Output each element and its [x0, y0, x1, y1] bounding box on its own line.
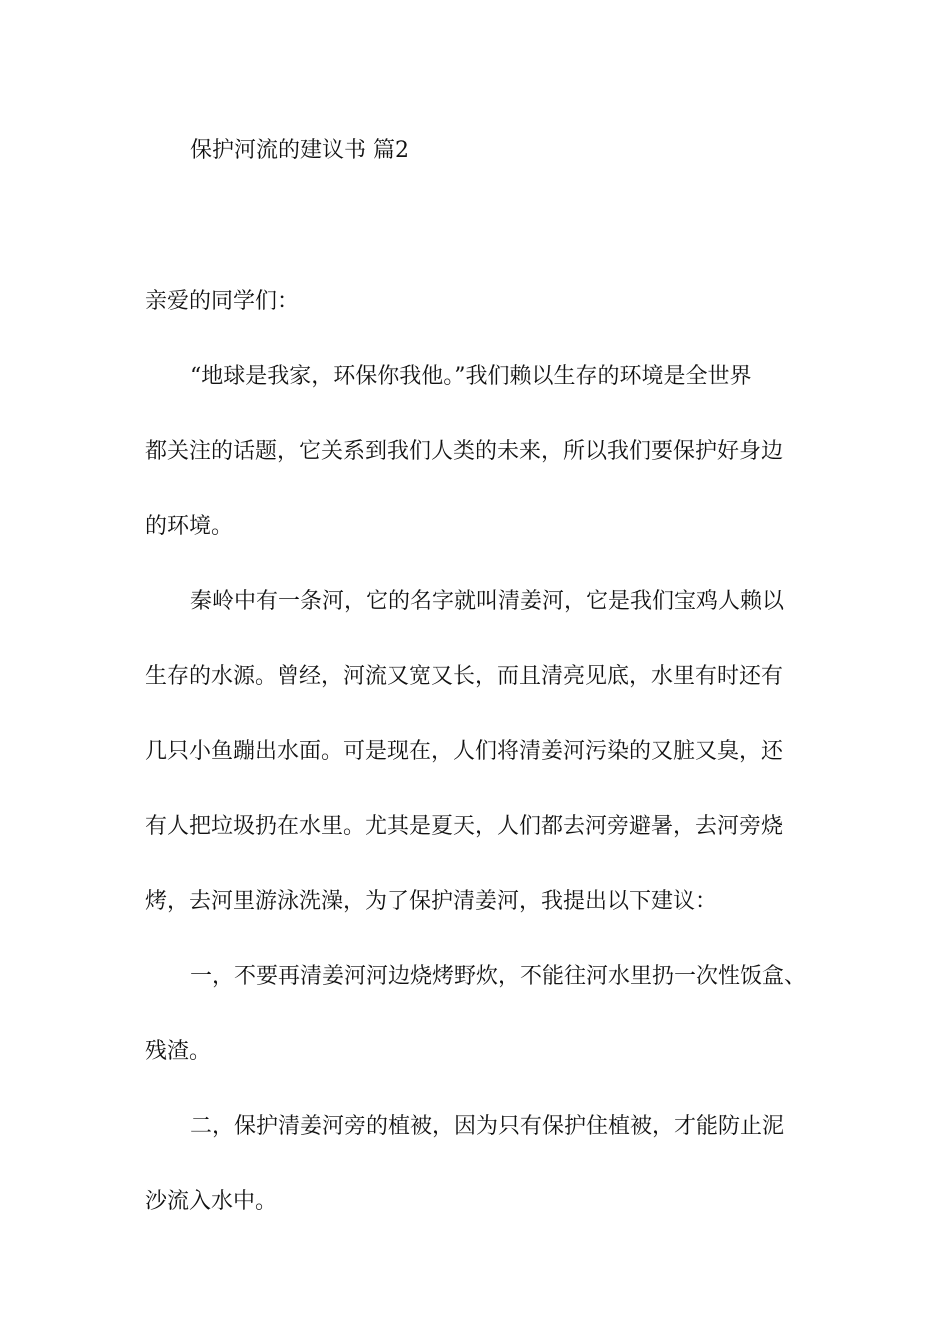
paragraph-line: 沙流入水中。 — [145, 1189, 278, 1214]
paragraph-line: 残渣。 — [145, 1039, 212, 1064]
paragraph-line: 一，不要再清姜河河边烧烤野炊，不能往河水里扔一次性饭盒、 — [190, 964, 807, 989]
paragraph-line: 几只小鱼蹦出水面。可是现在，人们将清姜河污染的又脏又臭，还 — [145, 739, 784, 764]
paragraph-line: 有人把垃圾扔在水里。尤其是夏天，人们都去河旁避暑，去河旁烧 — [145, 814, 784, 839]
paragraph-line: 烤，去河里游泳洗澡，为了保护清姜河，我提出以下建议： — [145, 889, 718, 914]
document-title: 保护河流的建议书 篇2 — [190, 138, 409, 163]
paragraph-line: “地球是我家，环保你我他。”我们赖以生存的环境是全世界 — [190, 364, 752, 389]
paragraph-line: 秦岭中有一条河，它的名字就叫清姜河，它是我们宝鸡人赖以 — [190, 589, 785, 614]
paragraph-line: 都关注的话题，它关系到我们人类的未来，所以我们要保护好身边 — [145, 439, 784, 464]
paragraph-line: 生存的水源。曾经，河流又宽又长，而且清亮见底，水里有时还有 — [145, 664, 784, 689]
paragraph-line: 的环境。 — [145, 514, 234, 539]
paragraph-line: 二，保护清姜河旁的植被，因为只有保护住植被，才能防止泥 — [190, 1114, 785, 1139]
greeting-line: 亲爱的同学们： — [145, 289, 300, 314]
